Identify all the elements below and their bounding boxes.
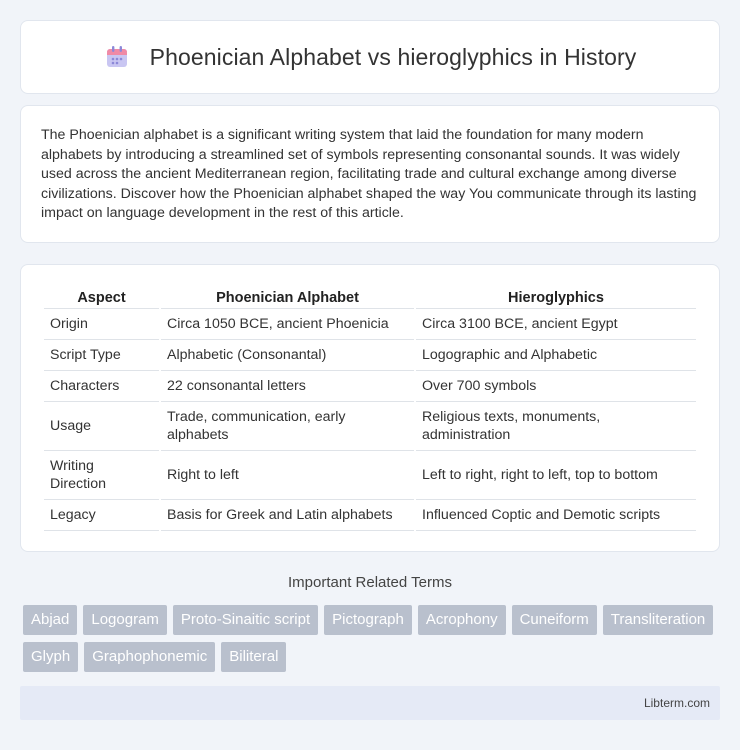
cell-phoenician: Circa 1050 BCE, ancient Phoenicia	[161, 309, 414, 340]
footer-brand[interactable]: Libterm.com	[643, 696, 710, 710]
cell-hieroglyphics: Circa 3100 BCE, ancient Egypt	[416, 309, 696, 340]
table-row	[44, 309, 696, 340]
cell-phoenician: Alphabetic (Consonantal)	[161, 340, 414, 371]
tag-proto-sinaitic-script[interactable]: Proto-Sinaitic script	[173, 605, 318, 635]
header-hieroglyphics: Hieroglyphics	[416, 285, 696, 309]
cell-phoenician: Basis for Greek and Latin alphabets	[161, 500, 414, 531]
calendar-icon	[104, 44, 130, 70]
cell-phoenician: Right to left	[161, 451, 414, 500]
title-card	[20, 20, 720, 94]
cell-aspect: Origin	[44, 309, 159, 340]
related-terms-list	[23, 605, 723, 672]
tag-transliteration[interactable]: Transliteration	[603, 605, 713, 635]
table-header-row	[44, 285, 696, 309]
tag-cuneiform[interactable]: Cuneiform	[512, 605, 597, 635]
cell-hieroglyphics: Over 700 symbols	[416, 371, 696, 402]
tag-abjad[interactable]: Abjad	[23, 605, 77, 635]
tag-glyph[interactable]: Glyph	[23, 642, 78, 672]
cell-hieroglyphics: Religious texts, monuments, administration	[416, 402, 696, 451]
page-title: Phoenician Alphabet vs hieroglyphics in History	[149, 43, 637, 70]
table-row	[44, 402, 696, 451]
table-row	[44, 500, 696, 531]
comparison-card	[20, 264, 720, 552]
related-terms-title: Important Related Terms	[288, 574, 452, 591]
cell-aspect: Legacy	[44, 500, 159, 531]
cell-aspect: Script Type	[44, 340, 159, 371]
header-phoenician: Phoenician Alphabet	[161, 285, 414, 309]
cell-aspect: Writing Direction	[44, 451, 159, 500]
cell-hieroglyphics: Influenced Coptic and Demotic scripts	[416, 500, 696, 531]
cell-hieroglyphics: Left to right, right to left, top to bottom	[416, 451, 696, 500]
cell-aspect: Characters	[44, 371, 159, 402]
tag-pictograph[interactable]: Pictograph	[324, 605, 412, 635]
header-aspect: Aspect	[44, 285, 159, 309]
tag-biliteral[interactable]: Biliteral	[221, 642, 286, 672]
footer	[20, 686, 720, 720]
cell-aspect: Usage	[44, 402, 159, 451]
cell-hieroglyphics: Logographic and Alphabetic	[416, 340, 696, 371]
tag-logogram[interactable]: Logogram	[83, 605, 167, 635]
cell-phoenician: 22 consonantal letters	[161, 371, 414, 402]
tag-acrophony[interactable]: Acrophony	[418, 605, 506, 635]
tag-graphophonemic[interactable]: Graphophonemic	[84, 642, 215, 672]
table-row	[44, 340, 696, 371]
intro-text: The Phoenician alphabet is a significant writing system that laid the foundation for many modern alphabets by introducing a streamlined set of symbols representing consonantal sounds. It was widely used across the ancient Mediterranean region, facilitating trade and cultural exchange among diverse civilizations. Discover how the Phoenician alphabet shaped the way You communicate through its lasting impact on language development in the rest of this article.	[41, 127, 697, 222]
comparison-table	[42, 285, 698, 531]
table-row	[44, 451, 696, 500]
intro-card	[20, 105, 720, 243]
table-row	[44, 371, 696, 402]
cell-phoenician: Trade, communication, early alphabets	[161, 402, 414, 451]
